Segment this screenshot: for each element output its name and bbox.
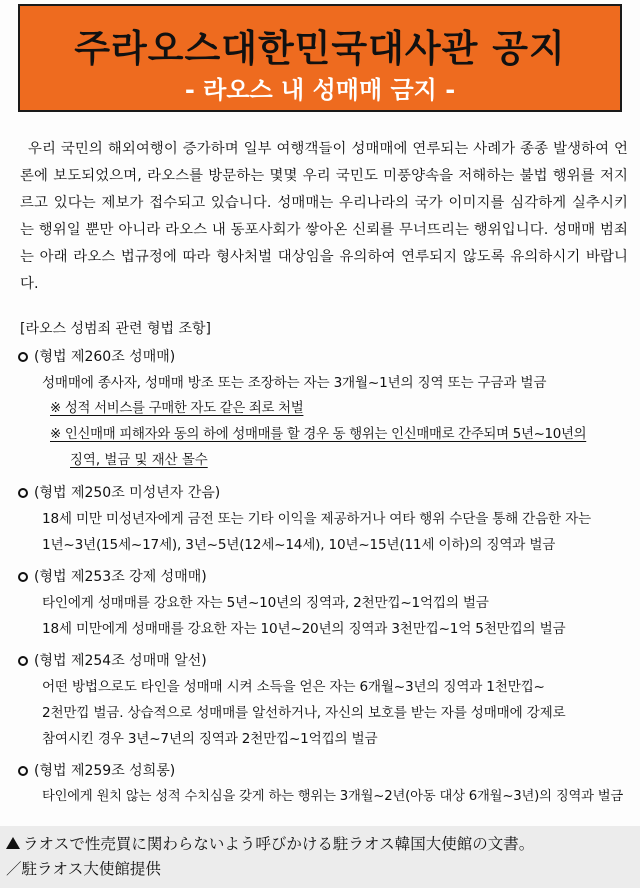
notice-banner (18, 4, 622, 112)
circle-bullet-icon (18, 656, 28, 666)
photo-caption (6, 832, 634, 882)
section-title: (형법 제259조 성희롱) (18, 758, 632, 784)
section-title: (형법 제254조 성매매 알선) (18, 648, 632, 674)
section-line: 18세 미만에게 성매매를 강요한 자는 10년~20년의 징역과 3천만낍~1억 5천만낍의 벌금 (42, 621, 566, 637)
section-note: ※ 성적 서비스를 구매한 자도 같은 죄로 처벌 (50, 401, 304, 416)
section-title: (형법 제260조 성매매) (18, 344, 632, 370)
section-title: (형법 제253조 강제 성매매) (18, 564, 632, 590)
law-section-header: [라오스 성범죄 관련 형법 조항] (20, 321, 212, 337)
section-note: ※ 인신매매 피해자와 동의 하에 성매매를 할 경우 동 행위는 인신매매로 간주되며 5년~10년의 (50, 427, 587, 442)
circle-bullet-icon (18, 352, 28, 362)
banner-title: 주라오스대한민국대사관 공지 (74, 27, 566, 70)
section-line: 어떤 방법으로도 타인을 성매매 시켜 소득을 얻은 자는 6개월~3년의 징역과 1천만낍~ (42, 679, 545, 695)
section-line: 성매매에 종사자, 성매매 방조 또는 조장하는 자는 3개월~1년의 징역 또는 구금과 벌금 (42, 375, 547, 391)
photo-caption-area (0, 826, 640, 888)
section-line: 타인에게 성매매를 강요한 자는 5년~10년의 징역과, 2천만낍~1억낍의 벌금 (42, 595, 489, 611)
section-260 (18, 344, 632, 474)
circle-bullet-icon (18, 766, 28, 776)
section-line: 18세 미만 미성년자에게 금전 또는 기타 이익을 제공하거나 여타 행위 수단을 통해 간음한 자는 (42, 511, 591, 527)
circle-bullet-icon (18, 488, 28, 498)
section-254 (18, 648, 632, 752)
law-sections (18, 344, 632, 816)
section-line: 1년~3년(15세~17세), 3년~5년(12세~14세), 10년~15년(11세 이하)의 징역과 벌금 (42, 537, 556, 553)
section-title: (형법 제250조 미성년자 간음) (18, 480, 632, 506)
section-253 (18, 564, 632, 642)
section-note-continued: 징역, 벌금 및 재산 몰수 (70, 453, 208, 468)
triangle-marker-icon (6, 837, 20, 849)
section-line: 참여시킨 경우 3년~7년의 징역과 2천만낍~1억낍의 벌금 (42, 731, 378, 747)
banner-subtitle: - 라오스 내 성매매 금지 - (184, 76, 456, 104)
intro-text: 우리 국민의 해외여행이 증가하며 일부 여행객들이 성매매에 연루되는 사례가 종종 발생하여 언론에 보도되었으며, 라오스를 방문하는 몇몇 우리 국민도 미풍양속을 저해하는 불법 행위를 저지르고 있다는 제보가 접수되고 있습니다. 성매매는 우리나라의 국가 이미지를 심각하게 실추시키는 행위일 뿐만 아니라 라오스 내 동포사회가 쌓아온 신뢰를 무너뜨리는 행위입니다. 성매매 범죄는 아래 라오스 법규정에 따라 형사처벌 대상임을 유의하여 연루되지 않도록 유의하시기 바랍니다. (20, 141, 628, 292)
caption-line-1: ラオスで性売買に関わらないよう呼びかける駐ラオス韓国大使館の文書。 (6, 832, 634, 857)
section-259 (18, 758, 632, 810)
section-250 (18, 480, 632, 558)
intro-paragraph (20, 136, 628, 298)
section-line: 타인에게 원치 않는 성적 수치심을 갖게 하는 행위는 3개월~2년(아동 대상 6개월~3년)의 징역과 벌금 (42, 789, 624, 804)
caption-line-2: ／駐ラオス大使館提供 (6, 860, 161, 878)
circle-bullet-icon (18, 572, 28, 582)
section-line: 2천만낍 벌금. 상습적으로 성매매를 알선하거나, 자신의 보호를 받는 자를 성매매에 강제로 (42, 705, 566, 721)
